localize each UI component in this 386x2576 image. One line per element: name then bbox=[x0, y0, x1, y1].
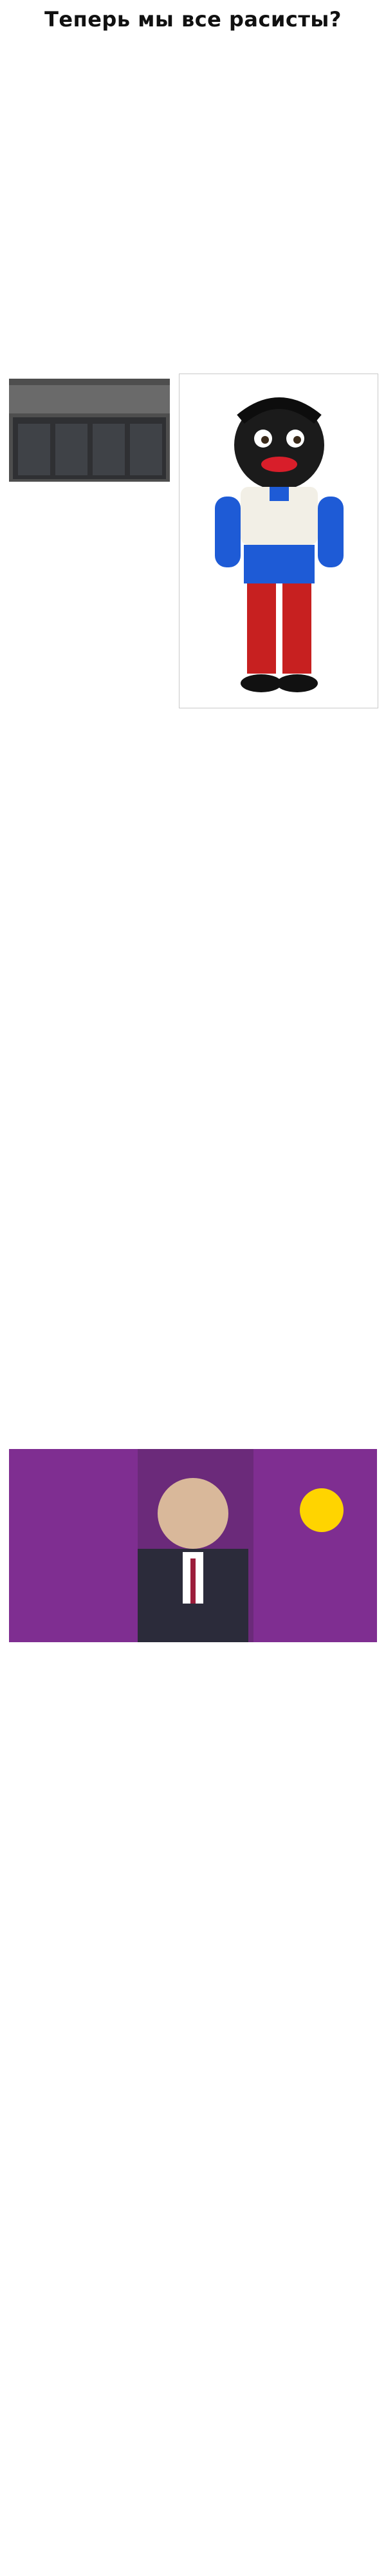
doll-photo bbox=[179, 374, 378, 708]
article-paragraph bbox=[9, 487, 170, 706]
article-paragraph bbox=[9, 715, 377, 1439]
storefront-photo bbox=[9, 379, 170, 482]
page-title: Теперь мы все расисты? bbox=[44, 7, 342, 32]
campaign-image bbox=[9, 1449, 377, 1642]
doll-image bbox=[179, 374, 378, 708]
storefront-image bbox=[9, 379, 170, 482]
article-paragraph bbox=[9, 44, 377, 374]
footnotes bbox=[9, 2423, 377, 2568]
campaign-photo bbox=[9, 1449, 377, 1642]
article-paragraph bbox=[9, 1655, 377, 2415]
